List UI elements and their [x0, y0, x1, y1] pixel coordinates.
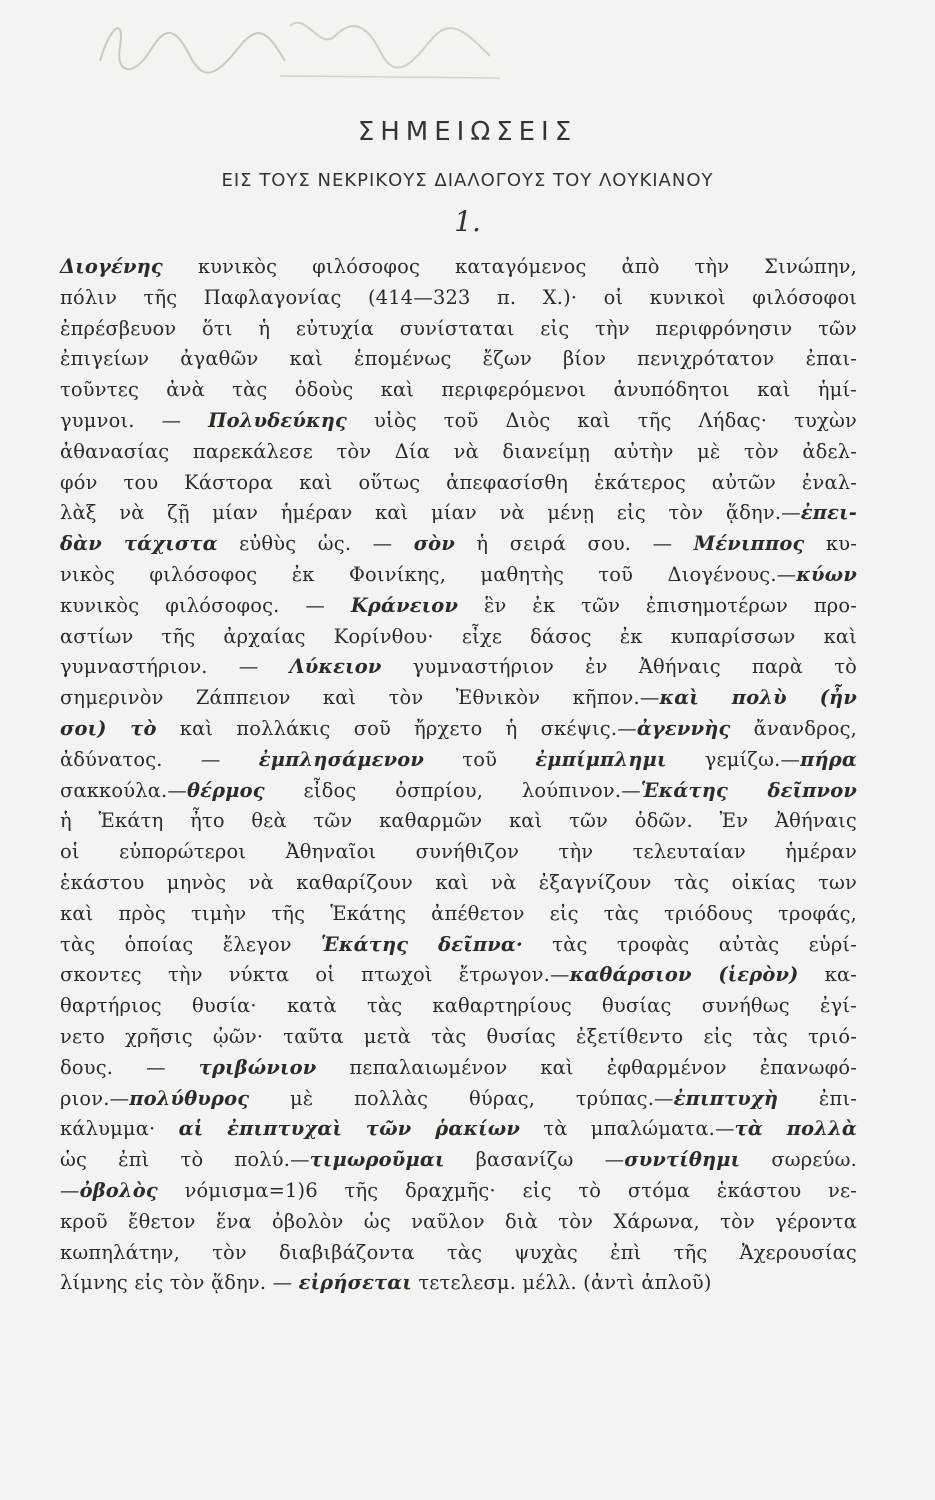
text-line: ἡ Ἑκάτη ἦτο θεὰ τῶν καθαρμῶν καὶ τῶν ὁδῶν. Ἐν Ἀθήναις — [60, 809, 857, 833]
page-subtitle: ΕΙΣ ΤΟΥΣ ΝΕΚΡΙΚΟΥΣ ΔΙΑΛΟΓΟΥΣ ΤΟΥ ΛΟΥΚΙΑΝΟΥ — [221, 170, 714, 191]
text-line: λίμνης εἰς τὸν ᾅδην. — εἰρήσεται τετελεσμ. μέλλ. (ἀντὶ ἁπλοῦ) — [60, 1271, 712, 1295]
handwritten-signature — [80, 6, 520, 86]
text-line: καὶ πρὸς τιμὴν τῆς Ἑκάτης ἀπέθετον εἰς τὰς τριόδους τροφάς, — [60, 901, 857, 925]
text-line: ὡς ἐπὶ τὸ πολύ.—τιμωροῦμαι βασανίζω —συντίθημι σωρεύω. — [60, 1148, 857, 1172]
text-line: θαρτήριος θυσία· κατὰ τὰς καθαρτηρίους θυσίας συνήθως ἐγί- — [60, 994, 857, 1018]
text-line: γυμνοι. — Πολυδεύκης υἱὸς τοῦ Διὸς καὶ τῆς Λήδας· τυχὼν — [60, 409, 857, 432]
text-line: αστίων τῆς ἀρχαίας Κορίνθου· εἶχε δάσος ἐκ κυπαρίσσων καὶ — [60, 624, 857, 648]
text-line: τοῦντες ἀνὰ τὰς ὁδοὺς καὶ περιφερόμενοι ἀνυπόδητοι καὶ ἡμί- — [60, 378, 857, 402]
text-line: λὰξ νὰ ζῇ μίαν ἡμέραν καὶ μίαν νὰ μένῃ εἰς τὸν ᾅδην.—ἐπει- — [60, 501, 857, 525]
section-number: 1. — [454, 205, 481, 238]
text-line: δὰν τάχιστα εὐθὺς ὡς. — σὸν ἡ σειρά σου. — Μένιππος κυ- — [60, 532, 857, 556]
text-line: σακκούλα.—θέρμος εἶδος ὀσπρίου, λούπινον.—Ἑκάτης δεῖπνον — [60, 778, 857, 802]
text-line: ἐπρέσβευον ὅτι ἡ εὐτυχία συνίσταται εἰς τὴν περιφρόνησιν τῶν — [60, 316, 857, 340]
page-title: ΣΗΜΕΙΩΣΕΙΣ — [357, 117, 578, 147]
text-line: τὰς ὁποίας ἔλεγον Ἑκάτης δεῖπνα· τὰς τροφὰς αὐτὰς εὑρί- — [60, 932, 857, 956]
text-line: κάλυμμα· αἱ ἐπιπτυχαὶ τῶν ῥακίων τὰ μπαλώματα.—τὰ πολλὰ — [60, 1117, 858, 1141]
text-line: νετο χρῆσις ᾠῶν· ταῦτα μετὰ τὰς θυσίας ἐξετίθεντο εἰς τὰς τριό- — [60, 1025, 857, 1048]
text-line: κωπηλάτην, τὸν διαβιβάζοντα τὰς ψυχὰς ἐπὶ τῆς Ἀχερουσίας — [60, 1240, 857, 1264]
text-line: κροῦ ἔθετον ἕνα ὀβολὸν ὡς ναῦλον διὰ τὸν Χάρωνα, τὸν γέροντα — [60, 1209, 857, 1233]
text-line: ριον.—πολύθυρος μὲ πολλὰς θύρας, τρύπας.—ἐπιπτυχὴ ἐπι- — [60, 1086, 858, 1110]
text-line: οἱ εὐπορώτεροι Ἀθηναῖοι συνήθιζον τὴν τελευταίαν ἡμέραν — [60, 840, 857, 864]
text-line: φόν του Κάστορα καὶ οὕτως ἀπεφασίσθη ἑκάτερος αὐτῶν ἐναλ- — [60, 470, 857, 494]
text-line: σημερινὸν Ζάππειον καὶ τὸν Ἐθνικὸν κῆπον.—καὶ πολὺ (ἦν — [60, 686, 857, 710]
text-line: σοι) τὸ καὶ πολλάκις σοῦ ἤρχετο ἡ σκέψις.—ἀγεννὴς ἄνανδρος, — [60, 717, 857, 740]
text-line: δους. — τριβώνιον πεπαλαιωμένον καὶ ἐφθαρμένον ἐπανωφό- — [60, 1055, 857, 1079]
text-line: σκοντες τὴν νύκτα οἱ πτωχοὶ ἔτρωγον.—καθάρσιον (ἱερὸν) κα- — [60, 963, 857, 987]
text-line: ἀδύνατος. — ἐμπλησάμενον τοῦ ἐμπίμπλημι γεμίζω.—πήρα — [60, 747, 858, 771]
text-line: νικὸς φιλόσοφος ἐκ Φοινίκης, μαθητὴς τοῦ Διογένους.—κύων — [60, 563, 857, 586]
text-line: Διογένης κυνικὸς φιλόσοφος καταγόμενος ἀπὸ τὴν Σινώπην, — [60, 255, 857, 278]
text-line: ἐπιγείων ἀγαθῶν καὶ ἑπομένως ἔζων βίον πενιχρότατον ἐπαι- — [60, 347, 857, 371]
text-line: πόλιν τῆς Παφλαγονίας (414—323 π. Χ.)· οἱ κυνικοὶ φιλόσοφοι — [60, 285, 857, 309]
text-line: γυμναστήριον. — Λύκειον γυμναστήριον ἐν Ἀθήναις παρὰ τὸ — [60, 655, 857, 679]
text-line: —ὀβολὸς νόμισμα=1)6 τῆς δραχμῆς· εἰς τὸ στόμα ἑκάστου νε- — [60, 1179, 857, 1202]
text-line: κυνικὸς φιλόσοφος. — Κράνειον ἓν ἐκ τῶν ἐπισημοτέρων προ- — [60, 593, 857, 617]
text-line: ἀθανασίας παρεκάλεσε τὸν Δία νὰ διανείμῃ αὐτὴν μὲ τὸν ἀδελ- — [60, 439, 857, 463]
text-line: ἑκάστου μηνὸς νὰ καθαρίζουν καὶ νὰ ἐξαγνίζουν τὰς οἰκίας των — [60, 871, 857, 894]
